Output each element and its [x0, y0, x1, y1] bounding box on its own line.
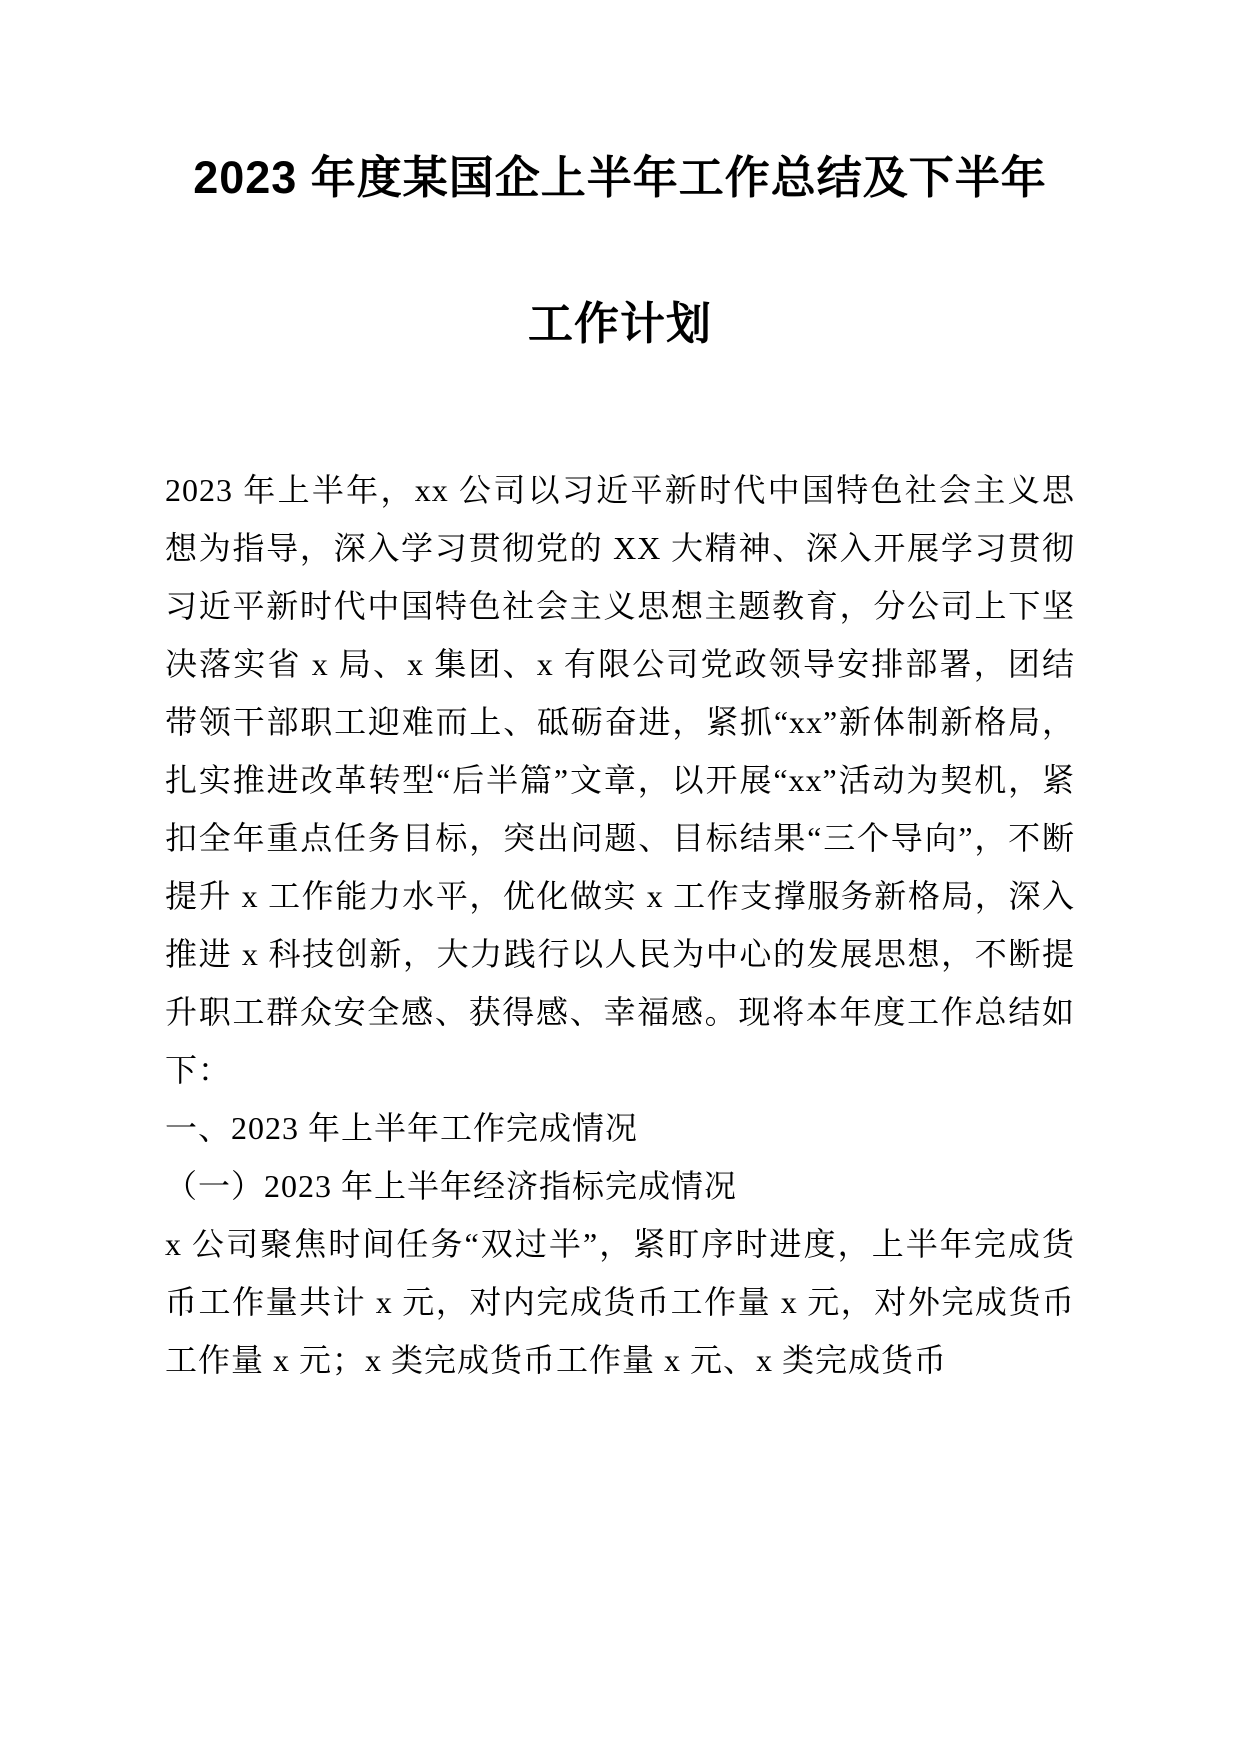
- subsection-heading-economic-indicators: （一）2023 年上半年经济指标完成情况: [165, 1167, 738, 1204]
- intro-paragraph: 2023 年上半年，xx 公司以习近平新时代中国特色社会主义思想为指导，深入学习贯彻党的 XX 大精神、深入开展学习贯彻习近平新时代中国特色社会主义思想主题教育，分公司上下坚决落实省 x 局、x 集团、x 有限公司党政领导安排部署，团结带领干部职工迎难而上、砥砺奋进，紧抓“xx”新体制新格局，扎实推进改革转型“后半篇”文章，以开展“xx”活动为契机，紧扣全年重点任务目标，突出问题、目标结果“三个导向”，不断提升 x 工作能力水平，优化做实 x 工作支撑服务新格局，深入推进 x 科技创新，大力践行以人民为中心的发展思想，不断提升职工群众安全感、获得感、幸福感。现将本年度工作总结如下：: [165, 471, 1075, 1088]
- document-body: [165, 461, 1075, 1389]
- economic-indicators-paragraph: x 公司聚焦时间任务“双过半”，紧盯序时进度，上半年完成货币工作量共计 x 元，对内完成货币工作量 x 元，对外完成货币工作量 x 元；x 类完成货币工作量 x 元、x 类完成货币: [165, 1225, 1075, 1378]
- title-line-1: 2023 年度某国企上半年工作总结及下半年: [193, 152, 1047, 203]
- document-title: [165, 150, 1075, 353]
- title-line-2: 工作计划: [527, 298, 712, 350]
- section-heading-first-half-results: 一、2023 年上半年工作完成情况: [165, 1109, 639, 1146]
